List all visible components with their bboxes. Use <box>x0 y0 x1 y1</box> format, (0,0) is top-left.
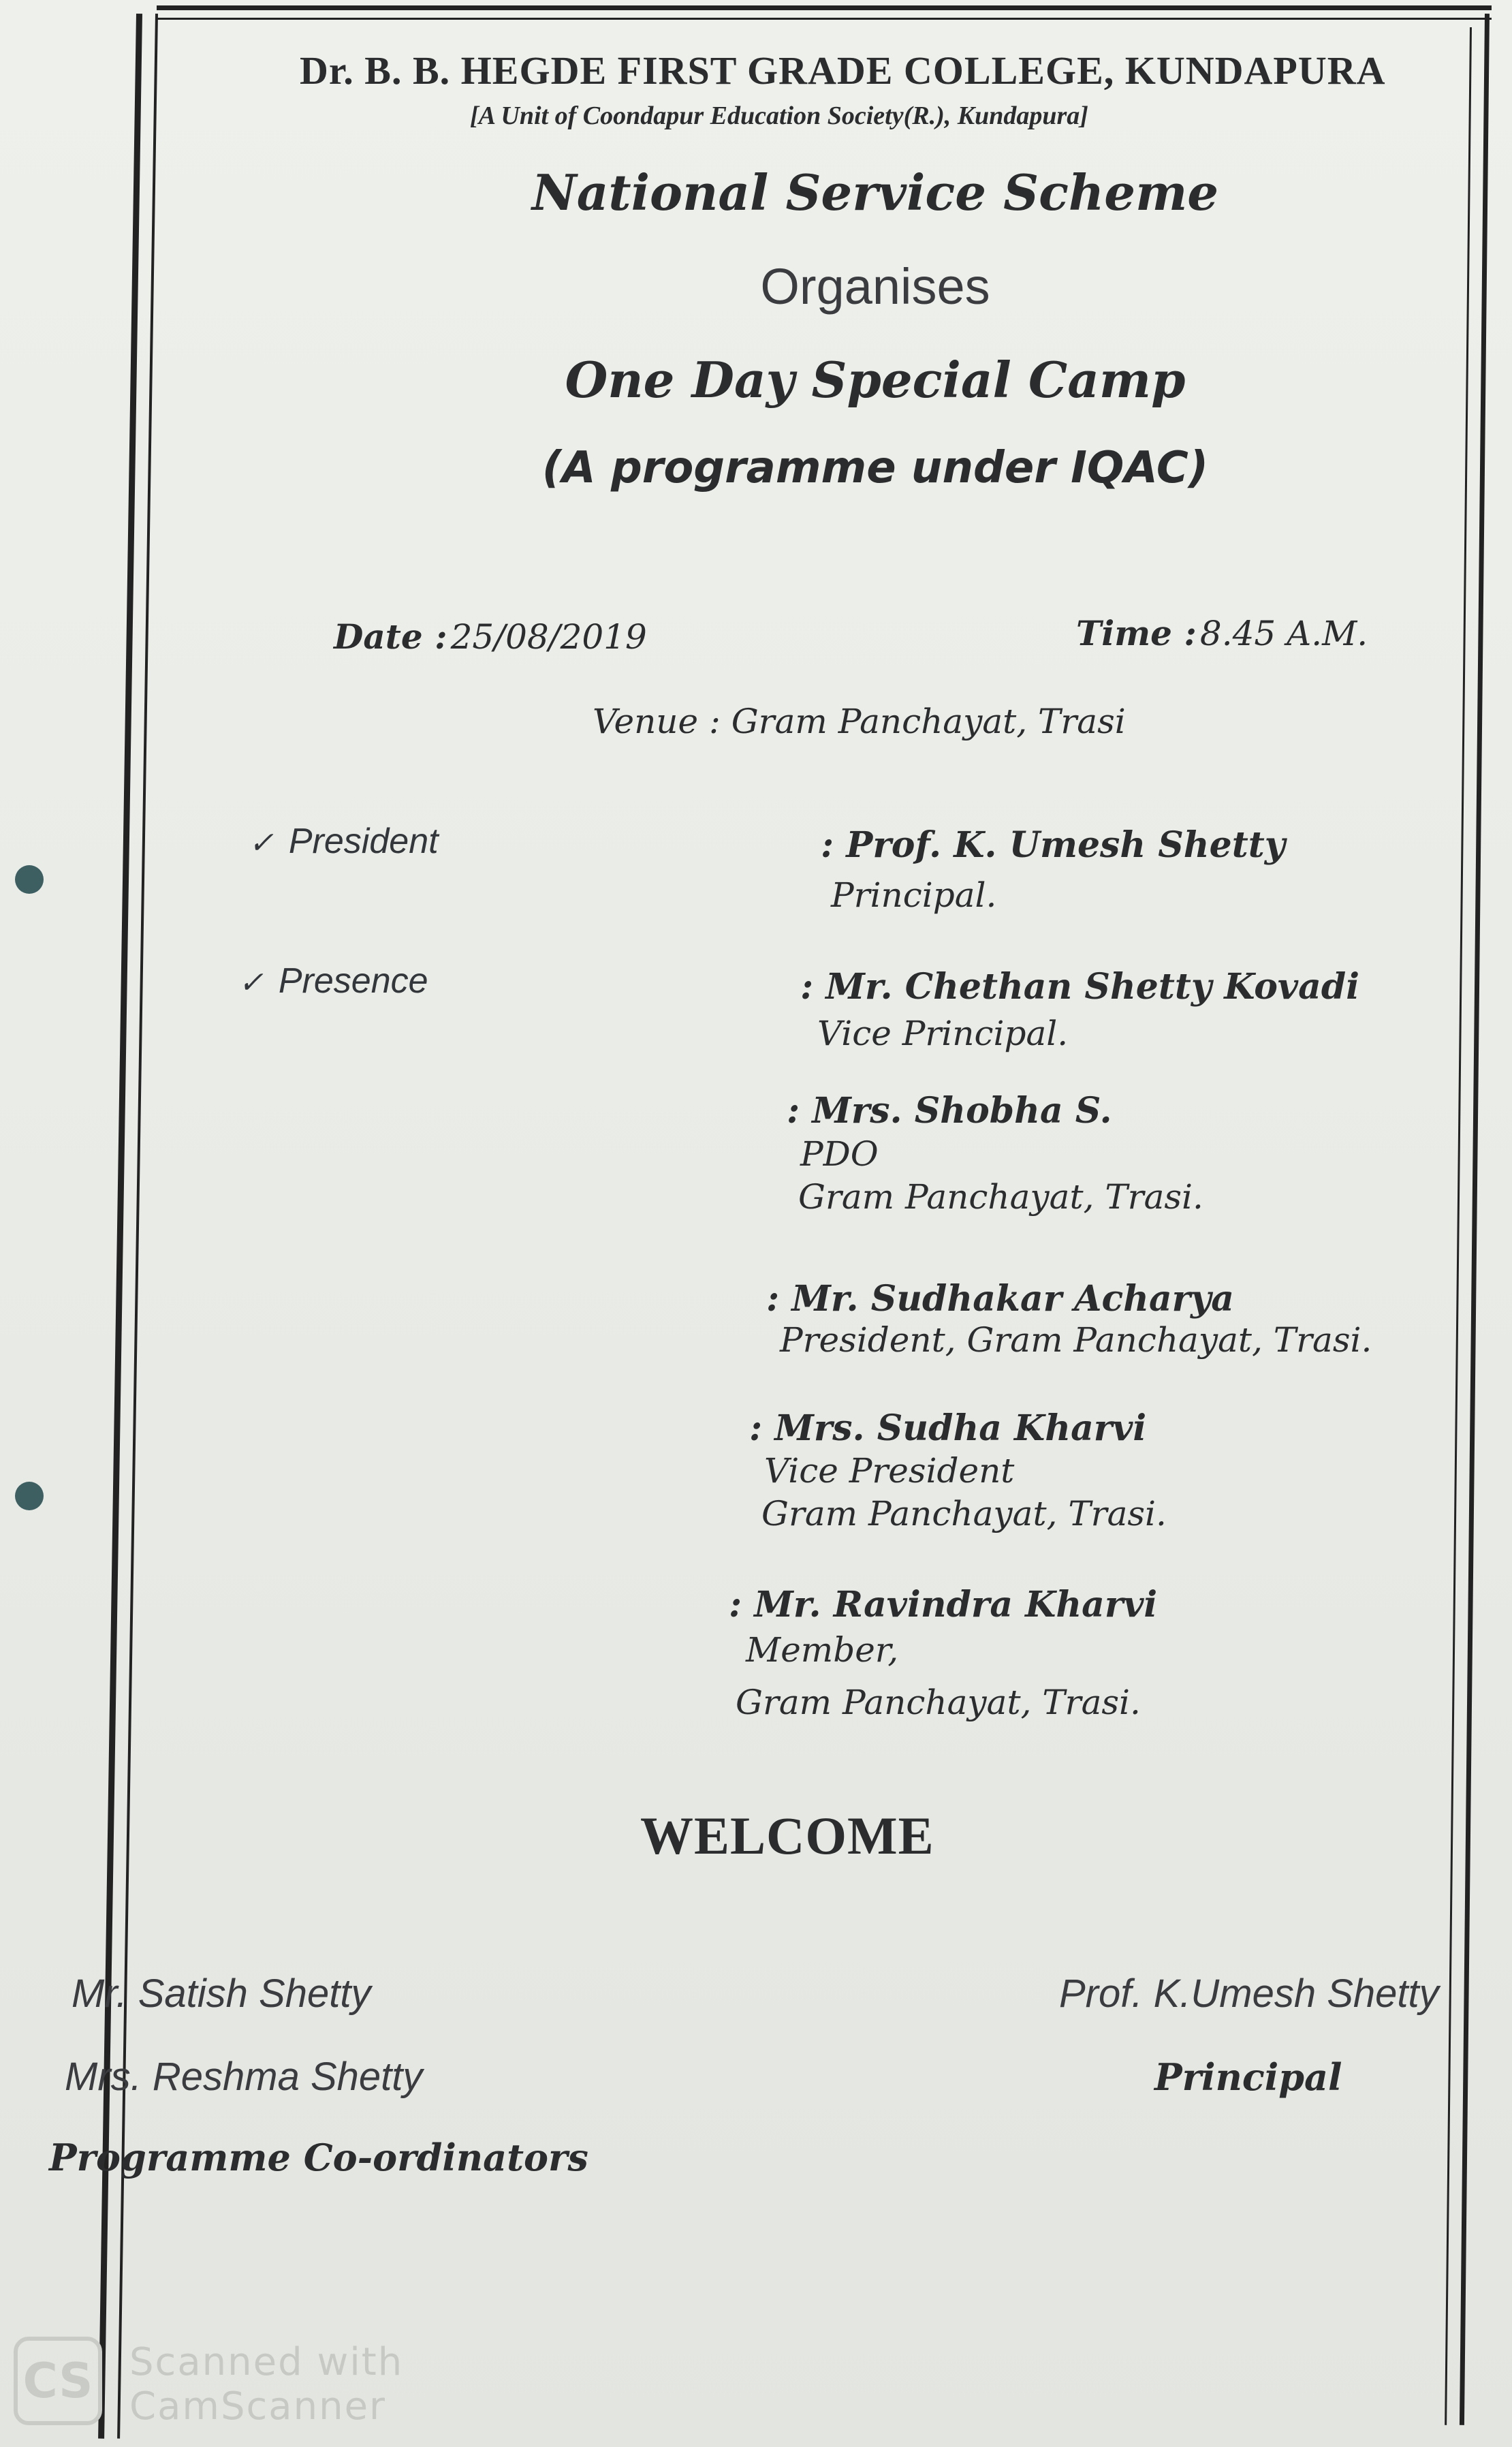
date-line <box>334 617 647 657</box>
coordinator-name: Mrs. Reshma Shetty <box>65 2055 423 2099</box>
coordinator-name: Mr. Satish Shetty <box>72 1971 371 2016</box>
presence-line: Member, <box>746 1630 899 1670</box>
president-role <box>249 821 439 862</box>
welcome-heading: WELCOME <box>640 1806 934 1865</box>
presence-line: President, Gram Panchayat, Trasi. <box>780 1320 1372 1360</box>
binder-hole-top <box>15 865 44 894</box>
watermark-line: CamScanner <box>129 2384 387 2429</box>
presence-line: Gram Panchayat, Trasi. <box>798 1177 1203 1217</box>
presence-line: Vice President <box>764 1451 1015 1491</box>
scheme-title: National Service Scheme <box>531 163 1219 221</box>
presence-line: Gram Panchayat, Trasi. <box>761 1494 1167 1533</box>
president-label: President <box>288 822 439 861</box>
presence-line: Vice Principal. <box>817 1014 1069 1053</box>
watermark-line: Scanned with <box>129 2340 404 2384</box>
college-name: Dr. B. B. HEGDE FIRST GRADE COLLEGE, KUNDAPURA <box>300 48 1386 93</box>
president-title: Principal. <box>831 875 997 915</box>
organises-text: Organises <box>760 258 990 315</box>
time-line <box>1076 613 1368 653</box>
presence-name: : Mr. Ravindra Kharvi <box>729 1584 1158 1625</box>
presence-name: : Mrs. Shobha S. <box>787 1090 1112 1132</box>
time-value: 8.45 A.M. <box>1199 614 1368 653</box>
principal-label: Principal <box>1154 2055 1342 2099</box>
presence-name: : Mr. Chethan Shetty Kovadi <box>800 966 1359 1008</box>
binder-hole-bottom <box>15 1482 44 1510</box>
border-top-inner <box>157 18 1492 20</box>
programme-note: (A programme under IQAC) <box>541 443 1209 493</box>
presence-label: Presence <box>278 961 428 1001</box>
date-label: Date : <box>334 617 447 657</box>
camp-title: One Day Special Camp <box>565 351 1186 409</box>
presence-line: PDO <box>800 1134 879 1174</box>
venue-line: Venue : Gram Panchayat, Trasi <box>593 702 1126 741</box>
coordinators-label: Programme Co-ordinators <box>49 2136 588 2179</box>
college-unit: [A Unit of Coondapur Education Society(R.), Kundapura] <box>470 102 1088 130</box>
presence-name: : Mr. Sudhakar Acharya <box>766 1278 1234 1320</box>
presence-name: : Mrs. Sudha Kharvi <box>749 1407 1147 1449</box>
date-value: 25/08/2019 <box>450 617 647 657</box>
border-top <box>157 5 1492 10</box>
tick-icon: ✓ <box>238 966 264 999</box>
presence-line: Gram Panchayat, Trasi. <box>736 1683 1141 1722</box>
presence-role <box>238 961 428 1001</box>
principal-name: Prof. K.Umesh Shetty <box>1059 1971 1439 2016</box>
time-label: Time : <box>1076 613 1197 653</box>
tick-icon: ✓ <box>249 826 274 860</box>
camscanner-logo: CS <box>14 2337 102 2425</box>
president-name: : Prof. K. Umesh Shetty <box>821 824 1285 866</box>
